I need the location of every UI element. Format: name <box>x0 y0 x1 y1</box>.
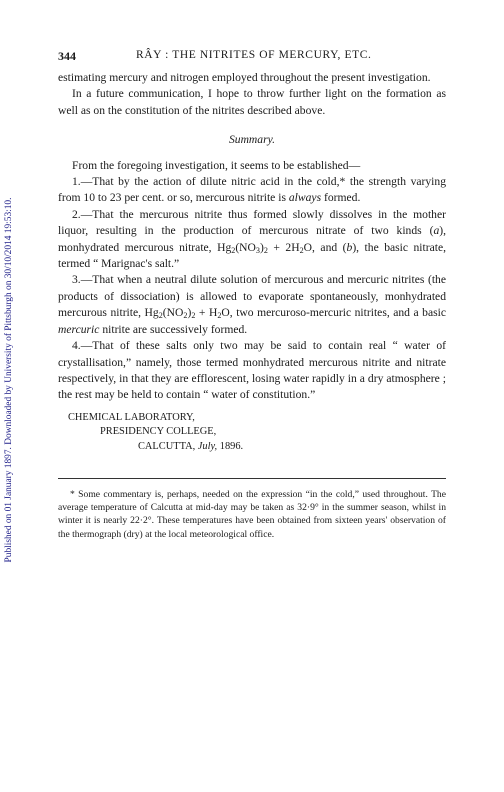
summary-item-2: 2.—That the mercurous nitrite thus formed slowly dissolves in the mother liquor, resulting in the production of mercurous nitrate of two kinds (a), monhydrated mercurous nitrate, $Hg_2(NO_3)_2 + 2H_2O$, and (b), the basic nitrate, termed “ Marignac's salt.” <box>58 207 447 271</box>
download-watermark <box>2 60 16 700</box>
summary-item-4: 4.—That of these salts only two may be said to contain real “ water of crystallisation,” namely, those termed monhydrated mercurous nitrite and nitrate respectively, in that they are efflorescent, losing water rapidly in a dry atmosphere ; the rest may be held to contain “ water of constitution.” <box>58 339 446 402</box>
lab-line-3: CALCUTTA, July, 1896. <box>138 440 244 452</box>
paragraph-future-communication: In a future communication, I hope to throw further light on the formation as well as on the constitution of the nitrites described above. <box>58 87 446 117</box>
footnote-divider <box>58 478 446 479</box>
running-head: RÂY : THE NITRITES OF MERCURY, ETC. <box>136 49 372 61</box>
laboratory-address <box>58 411 446 455</box>
footnote-text: * Some commentary is, perhaps, needed on the expression “in the cold,” used throughout. The average temperature of Calcutta at mid-day may be taken as 32·9° in the summer season, whilst in winter it is nearly 22·2°. These temperatures have been obtained from sixteen years' observation of the thermograph (dry) at the local meteorological office. <box>58 489 446 540</box>
summary-item-3: 3.—That when a neutral dilute solution of mercurous and mercuric nitrites (the products of dissociation) is allowed to evaporate spontaneously, monhydrated mercurous nitrite, $Hg_2(NO_2)_2 + H_2O$, two mercuroso-mercuric nitrites, and a basic mercuric nitrite are successively formed. <box>58 273 446 336</box>
summary-heading: Summary. <box>228 133 276 147</box>
paragraph-continued: estimating mercury and nitrogen employed throughout the present investigation. <box>58 71 431 84</box>
page-header <box>58 49 446 63</box>
summary-item-1: 1.—That by the action of dilute nitric acid in the cold,* the strength varying from 10 to 23 per cent. or so, mercurous nitrite is always formed. <box>58 175 446 205</box>
page-number: 344 <box>58 49 76 63</box>
lab-line-2: PRESIDENCY COLLEGE, <box>100 426 217 438</box>
footnote <box>58 488 446 541</box>
download-watermark-text: Published on 01 January 1897. Downloaded by University of Pittsburgh on 30/10/2014 19:53:10. <box>4 197 14 563</box>
body-text <box>58 70 446 454</box>
summary-intro: From the foregoing investigation, it seems to be established— <box>72 158 361 172</box>
lab-line-1: CHEMICAL LABORATORY, <box>68 411 195 423</box>
